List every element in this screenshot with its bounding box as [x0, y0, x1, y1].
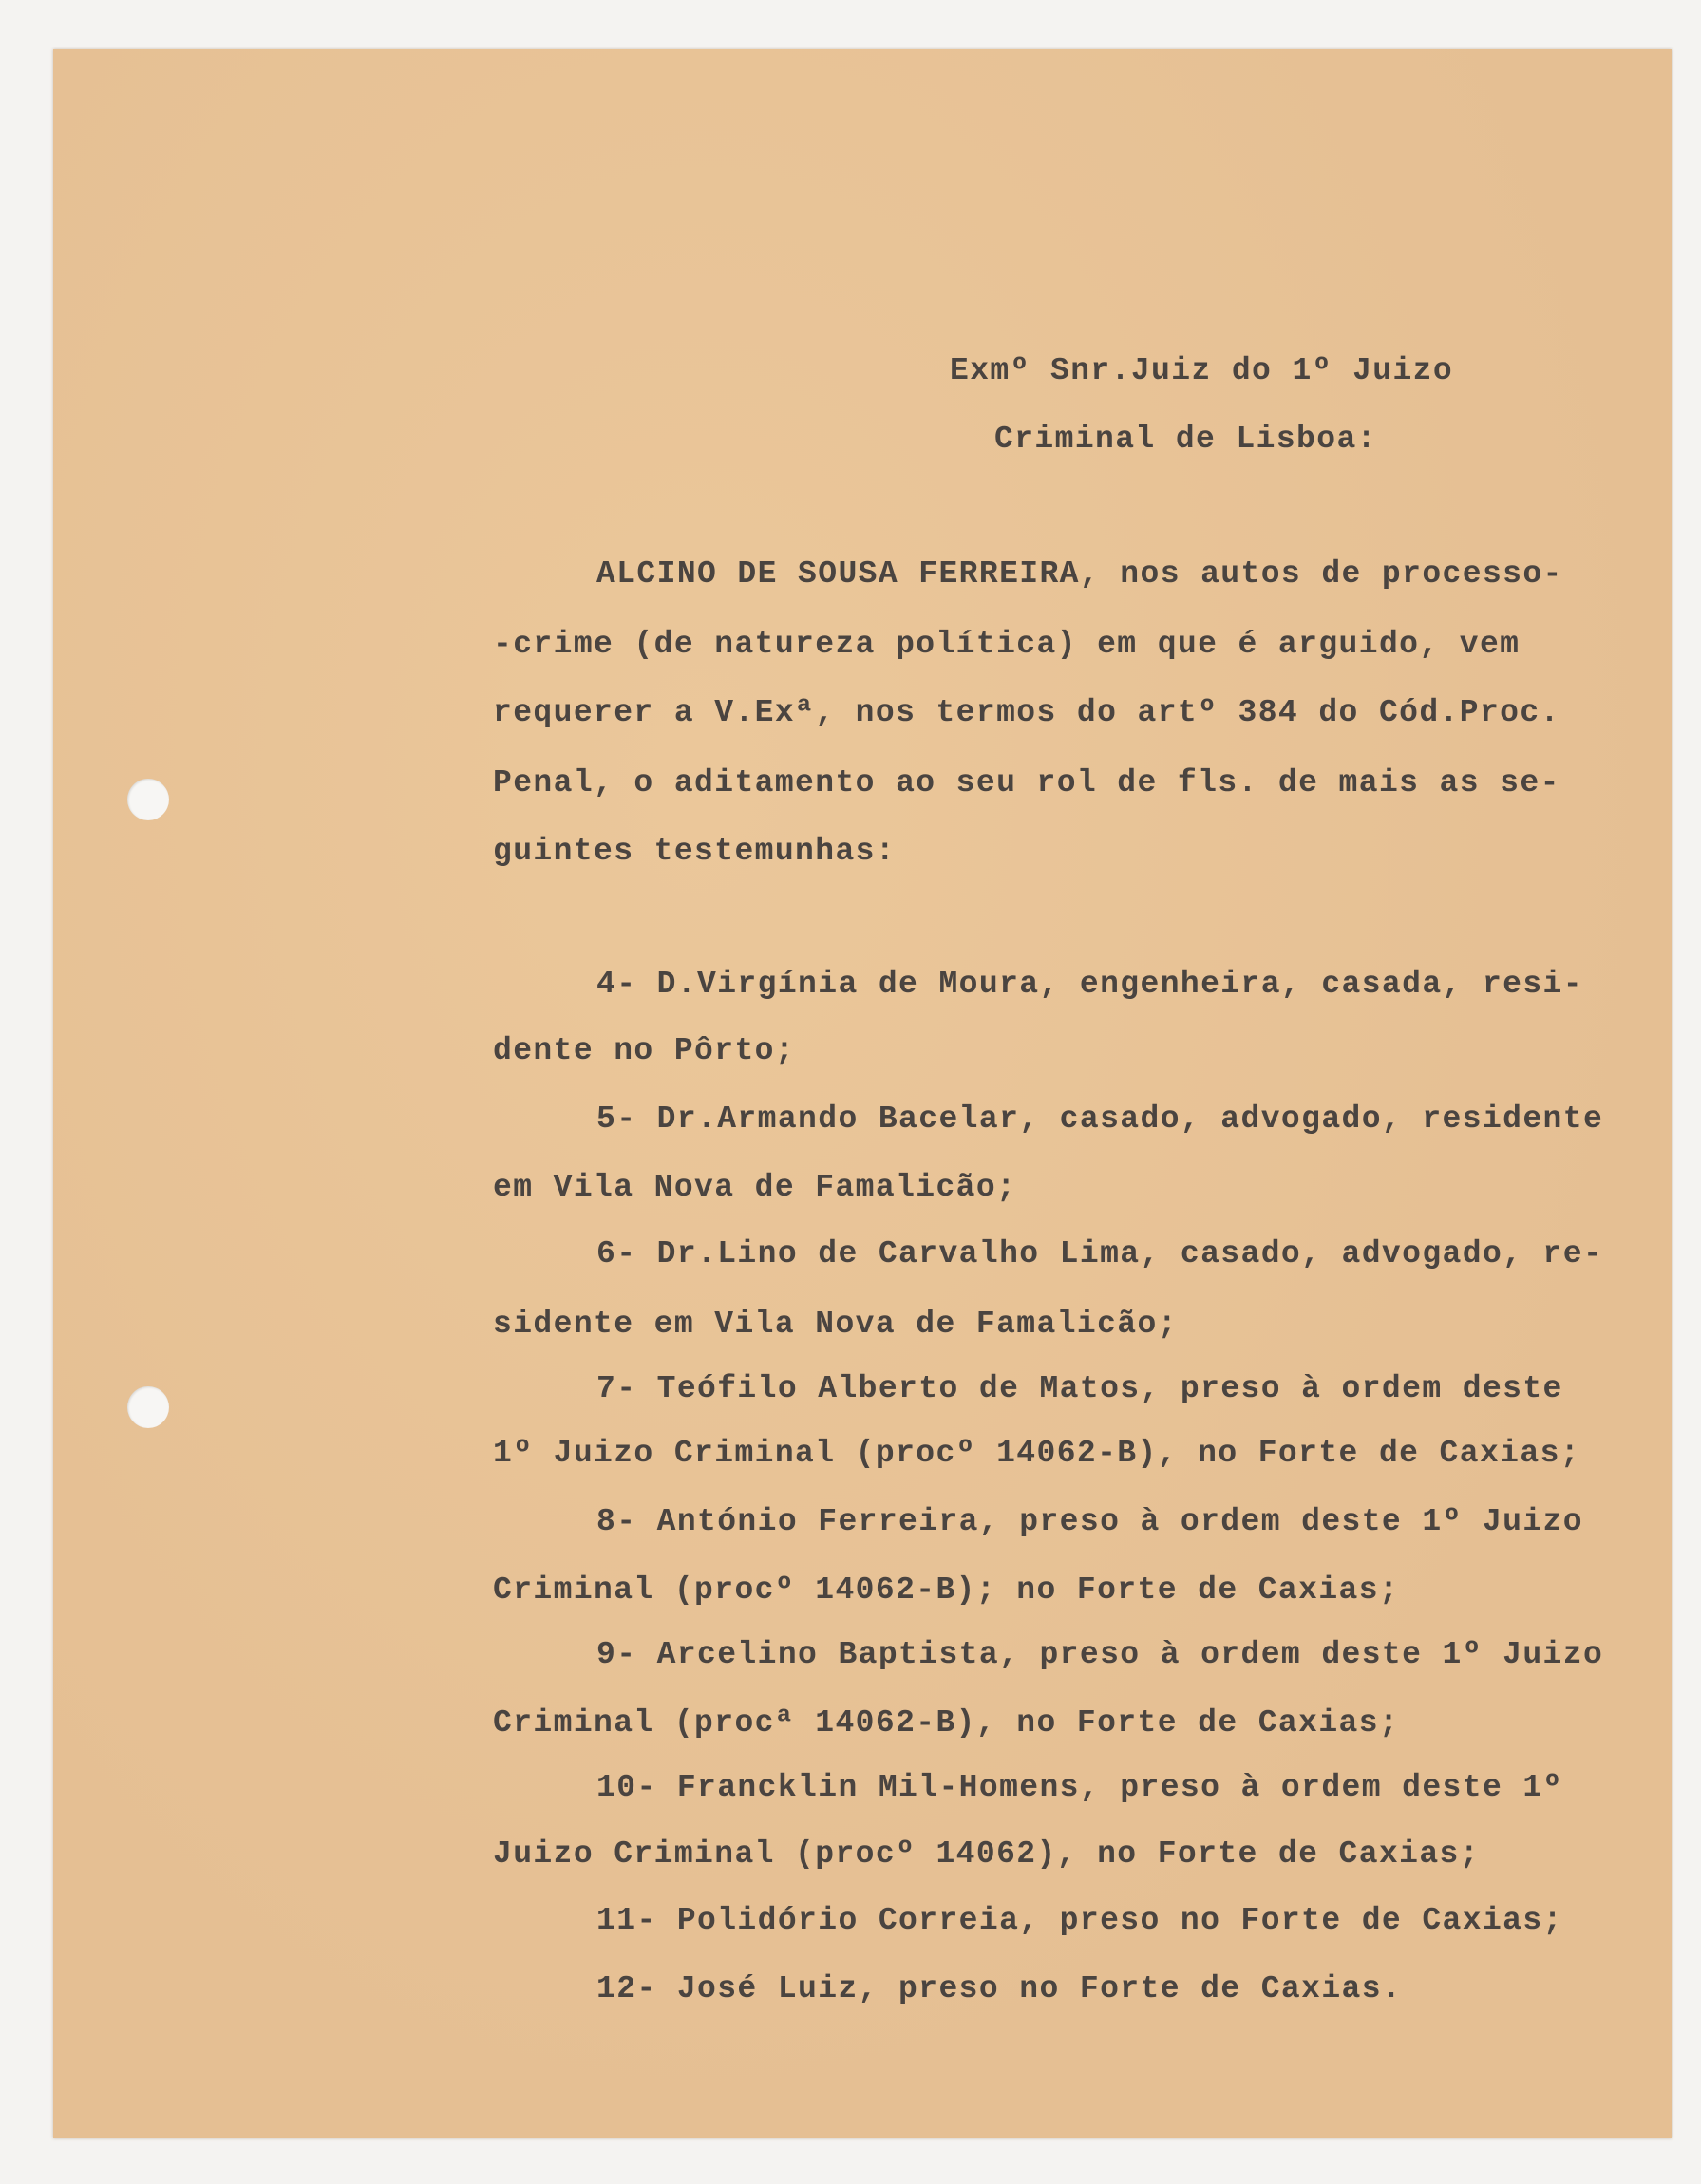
- intro-line: guintes testemunhas:: [493, 834, 897, 869]
- witness-line: em Vila Nova de Famalicão;: [493, 1170, 1017, 1205]
- witness-line: 7- Teófilo Alberto de Matos, preso à ordem deste: [596, 1371, 1563, 1406]
- witness-line: sidente em Vila Nova de Famalicão;: [493, 1307, 1178, 1342]
- addressee-line-2: Criminal de Lisboa:: [994, 422, 1377, 457]
- witness-line: 1º Juizo Criminal (procº 14062-B), no Forte de Caxias;: [493, 1436, 1580, 1471]
- witness-line: dente no Pôrto;: [493, 1033, 796, 1068]
- witness-line: 4- D.Virgínia de Moura, engenheira, casada, resi-: [596, 967, 1583, 1002]
- intro-line: requerer a V.Exª, nos termos do artº 384 do Cód.Proc.: [493, 695, 1560, 730]
- punch-hole-top: [127, 779, 169, 820]
- addressee-line-1: Exmº Snr.Juiz do 1º Juizo: [950, 353, 1454, 388]
- witness-line: 9- Arcelino Baptista, preso à ordem deste 1º Juizo: [596, 1637, 1604, 1672]
- intro-line: ALCINO DE SOUSA FERREIRA, nos autos de processo-: [596, 556, 1563, 592]
- intro-line: -crime (de natureza política) em que é arguido, vem: [493, 627, 1521, 662]
- witness-line: Criminal (procº 14062-B); no Forte de Caxias;: [493, 1572, 1400, 1608]
- witness-line: 11- Polidório Correia, preso no Forte de Caxias;: [596, 1903, 1563, 1938]
- witness-line: 6- Dr.Lino de Carvalho Lima, casado, advogado, re-: [596, 1236, 1604, 1271]
- witness-line: 10- Francklin Mil-Homens, preso à ordem deste 1º: [596, 1770, 1563, 1805]
- witness-line: 5- Dr.Armando Bacelar, casado, advogado, residente: [596, 1101, 1604, 1137]
- intro-line: Penal, o aditamento ao seu rol de fls. de mais as se-: [493, 765, 1560, 800]
- witness-line: Juizo Criminal (procº 14062), no Forte de Caxias;: [493, 1836, 1480, 1872]
- witness-line: Criminal (procª 14062-B), no Forte de Caxias;: [493, 1705, 1400, 1741]
- punch-hole-bottom: [127, 1386, 169, 1428]
- witness-line: 12- José Luiz, preso no Forte de Caxias.: [596, 1971, 1403, 2006]
- witness-line: 8- António Ferreira, preso à ordem deste 1º Juizo: [596, 1504, 1583, 1539]
